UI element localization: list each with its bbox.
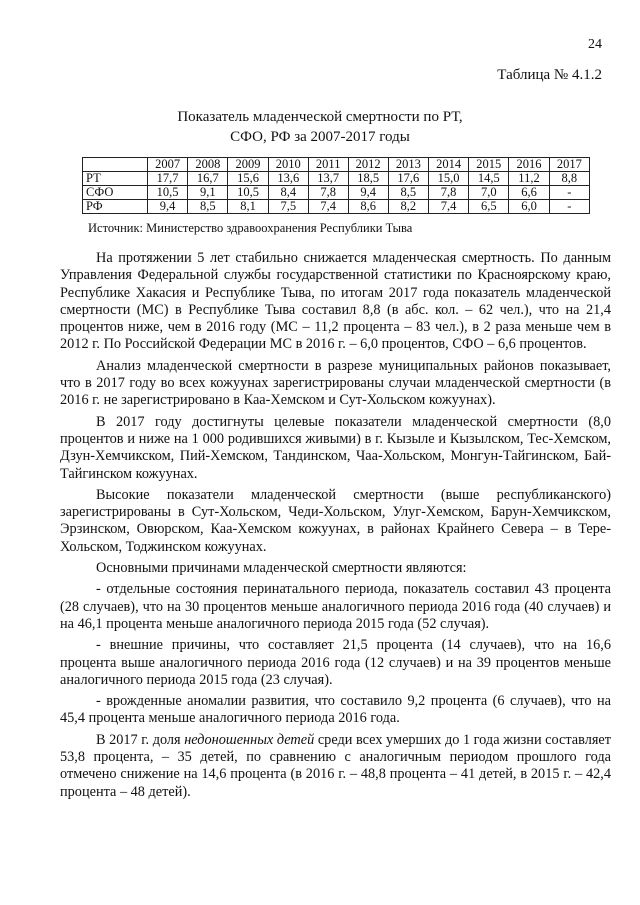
year-header: 2012 bbox=[348, 158, 388, 172]
year-header: 2010 bbox=[268, 158, 308, 172]
table-row-sfo bbox=[83, 186, 590, 200]
table-title bbox=[0, 107, 640, 147]
table-cell: 8,6 bbox=[348, 200, 388, 214]
table-cell: 7,4 bbox=[308, 200, 348, 214]
list-item: - внешние причины, что составляет 21,5 процента (14 случаев), что на 16,6 процента выше аналогичного периода 2016 года (12 случаев) и на 39 процентов меньше аналогичного периода 2015 года (23 случая). bbox=[60, 637, 611, 688]
year-header: 2007 bbox=[148, 158, 188, 172]
table-cell: 8,1 bbox=[228, 200, 268, 214]
list-item: - отдельные состояния перинатального периода, показатель составил 43 процента (28 случаев), что на 30 процентов меньше аналогичного периода 2016 года (40 случаев) и на 46,1 процента меньше аналогичного периода 2015 года (52 случая). bbox=[60, 581, 611, 632]
table-cell: 11,2 bbox=[509, 172, 549, 186]
table-header-row bbox=[83, 158, 590, 172]
text-run: среди всех умерших до 1 года жизни составляет 53,8 процента, – 35 детей, по сравнению с аналогичным периодом прошлого года отмечено снижение на 14,6 процента (в 2016 г. – 48,8 процента – 41 детей, в 2015 г. – 42,4 процента – 48 детей). bbox=[60, 731, 612, 800]
year-header: 2011 bbox=[308, 158, 348, 172]
year-header: 2017 bbox=[549, 158, 589, 172]
year-header: 2015 bbox=[469, 158, 509, 172]
table-row-rf bbox=[83, 200, 590, 214]
table-cell: 6,0 bbox=[509, 200, 549, 214]
table-cell: 17,7 bbox=[148, 172, 188, 186]
table-source: Источник: Министерство здравоохранения Республики Тыва bbox=[88, 221, 413, 235]
page-number: 24 bbox=[588, 37, 602, 52]
table-cell: 14,5 bbox=[469, 172, 509, 186]
paragraph: Высокие показатели младенческой смертности (выше республиканского) зарегистрированы в Сут-Хольском, Чеди-Хольском, Улуг-Хемском, Барун-Хемчикском, Эрзинском, Овюрском, Каа-Хемском кожуунах, в районах Крайнего Севера – в Тере-Хольском, Тоджинском кожуунах. bbox=[60, 486, 611, 555]
list-item: - врожденные аномалии развития, что составило 9,2 процента (6 случаев), что на 45,4 процента меньше аналогичного периода 2016 года. bbox=[60, 693, 611, 727]
row-label: СФО bbox=[83, 186, 148, 200]
table-cell: 13,6 bbox=[268, 172, 308, 186]
table-title-line-2: СФО, РФ за 2007-2017 годы bbox=[230, 129, 410, 145]
table-row-rt bbox=[83, 172, 590, 186]
year-header: 2008 bbox=[188, 158, 228, 172]
table-label: Таблица № 4.1.2 bbox=[497, 67, 602, 83]
emphasis-text: недоношенных детей bbox=[184, 731, 315, 748]
table-cell: 6,5 bbox=[469, 200, 509, 214]
table-cell: 17,6 bbox=[388, 172, 428, 186]
paragraph: Основными причинами младенческой смертности являются: bbox=[96, 560, 467, 577]
table-corner-cell bbox=[83, 158, 148, 172]
row-label: РФ bbox=[83, 200, 148, 214]
table-cell: 13,7 bbox=[308, 172, 348, 186]
table-cell: 15,0 bbox=[428, 172, 468, 186]
table-cell: 8,5 bbox=[188, 200, 228, 214]
table-cell: 9,4 bbox=[148, 200, 188, 214]
paragraph: В 2017 году достигнуты целевые показатели младенческой смертности (8,0 процентов и ниже на 1 000 родившихся живыми) в г. Кызыле и Кызылском, Тес-Хемском, Дзун-Хемчикском, Пий-Хемском, Тандинском, Чаа-Хольском, Монгун-Тайгинском, Бай-Тайгинском кожуунах. bbox=[60, 413, 611, 482]
year-header: 2013 bbox=[388, 158, 428, 172]
table-cell: 8,2 bbox=[388, 200, 428, 214]
year-header: 2016 bbox=[509, 158, 549, 172]
table-cell: 7,0 bbox=[469, 186, 509, 200]
table-cell: 7,4 bbox=[428, 200, 468, 214]
table-cell: 18,5 bbox=[348, 172, 388, 186]
year-header: 2014 bbox=[428, 158, 468, 172]
table-cell: 16,7 bbox=[188, 172, 228, 186]
table-cell: 7,8 bbox=[428, 186, 468, 200]
row-label: РТ bbox=[83, 172, 148, 186]
body-text bbox=[60, 250, 611, 805]
paragraph: Анализ младенческой смертности в разрезе муниципальных районов показывает, что в 2017 году во всех кожуунах зарегистрированы случаи младенческой смертности (в 2016 г. не зарегистрировано в Каа-Хемском и Сут-Хольском кожуунах). bbox=[60, 357, 611, 409]
mortality-table bbox=[82, 157, 590, 214]
table-cell: 8,8 bbox=[549, 172, 589, 186]
table-cell: - bbox=[549, 200, 589, 214]
table-cell: 9,4 bbox=[348, 186, 388, 200]
table-cell: 15,6 bbox=[228, 172, 268, 186]
table-cell: 7,8 bbox=[308, 186, 348, 200]
table-cell: 8,4 bbox=[268, 186, 308, 200]
table-cell: - bbox=[549, 186, 589, 200]
table-cell: 9,1 bbox=[188, 186, 228, 200]
table-title-line-1: Показатель младенческой смертности по РТ, bbox=[177, 109, 463, 125]
year-header: 2009 bbox=[228, 158, 268, 172]
table-cell: 7,5 bbox=[268, 200, 308, 214]
table-cell: 6,6 bbox=[509, 186, 549, 200]
table-cell: 10,5 bbox=[148, 186, 188, 200]
text-run: В 2017 г. доля bbox=[96, 731, 185, 748]
table-cell: 10,5 bbox=[228, 186, 268, 200]
paragraph bbox=[60, 732, 611, 801]
table-cell: 8,5 bbox=[388, 186, 428, 200]
paragraph: На протяжении 5 лет стабильно снижается младенческая смертность. По данным Управления Федеральной службы государственной статистики по Красноярскому краю, Республике Хакасия и Республике Тыва, по итогам 2017 года показатель младенческой смертности (МС) в Республике Тыва составил 8,8 (в абс. кол. – 62 чел.), что на 21,4 процентов ниже, чем в 2016 году (МС – 11,2 процента – 83 чел.), в 2 раза меньше чем в 2012 г. По Российской Федерации МС в 2016 г. – 6,0 процентов, СФО – 6,6 процентов. bbox=[60, 250, 611, 353]
